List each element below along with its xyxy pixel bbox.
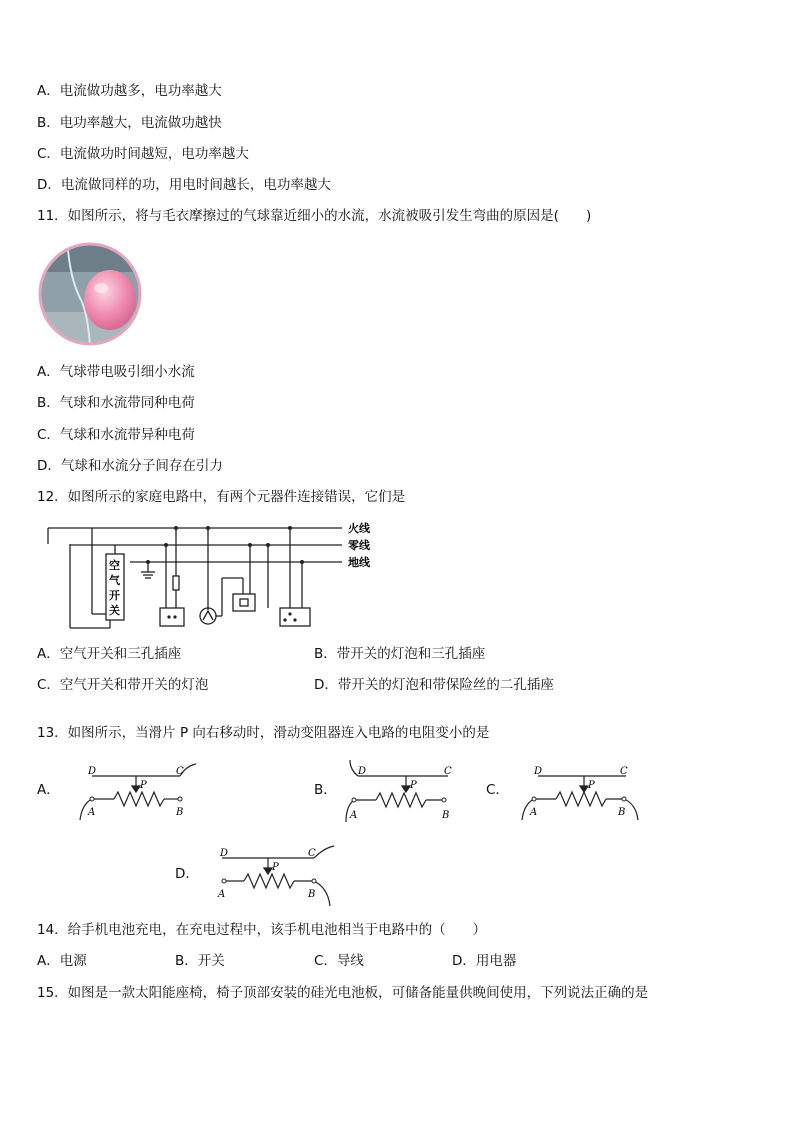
rheostat-option-d [214,844,344,908]
terminal-a-label: A [530,807,538,818]
q10-option-c: C．电流做功时间越短，电功率越大 [37,146,249,162]
terminal-b-label: B [442,810,450,821]
q14-option-a: A．电源 [37,953,87,969]
q13-option-a-label: A． [37,782,60,798]
q13-option-b-label: B． [314,782,337,798]
rheostat-option-a [74,762,214,824]
q11-option-c: C．气球和水流带异种电荷 [37,427,195,443]
q12-question: 12．如图所示的家庭电路中，有两个元器件连接错误，它们是 [37,489,406,505]
slider-p-label: P [410,780,417,791]
terminal-c-label: C [308,848,316,859]
q14-option-b: B．开关 [175,953,225,969]
slider-p-label: P [272,862,279,873]
q14-option-d: D．用电器 [452,953,517,969]
q10-option-b: B．电功率越大，电流做功越快 [37,115,222,131]
q14-question: 14．给手机电池充电，在充电过程中，该手机电池相当于电路中的（ ） [37,922,487,938]
neutral-wire-label: 零线 [348,539,370,552]
terminal-d-label: D [220,848,229,859]
terminal-d-label: D [534,766,543,777]
q10-option-d: D．电流做同样的功，用电时间越长，电功率越大 [37,177,331,193]
balloon-water-photo [38,242,142,346]
rheostat-option-c [518,762,648,824]
air-switch-char: 开 [109,589,120,602]
air-switch-char: 空 [109,559,120,572]
q14-option-c: C．导线 [314,953,364,969]
terminal-b-label: B [176,807,184,818]
q12-option-b: B．带开关的灯泡和三孔插座 [314,646,486,662]
q12-option-c: C．空气开关和带开关的灯泡 [37,677,209,693]
q12-option-a: A．空气开关和三孔插座 [37,646,182,662]
q11-option-b: B．气球和水流带同种电荷 [37,395,195,411]
q11-question: 11．如图所示，将与毛衣摩擦过的气球靠近细小的水流，水流被吸引发生弯曲的原因是( ) [37,208,592,224]
q13-option-c-label: C． [486,782,509,798]
terminal-b-label: B [308,889,316,900]
air-switch-char: 气 [109,574,120,587]
ground-wire-label: 地线 [348,556,370,569]
air-switch-char: 关 [109,604,120,617]
slider-p-label: P [140,780,147,791]
q11-option-d: D．气球和水流分子间存在引力 [37,458,223,474]
terminal-c-label: C [620,766,628,777]
q13-question: 13．如图所示，当滑片 P 向右移动时，滑动变阻器连入电路的电阻变小的是 [37,725,490,741]
terminal-a-label: A [88,807,96,818]
terminal-a-label: A [218,889,226,900]
terminal-b-label: B [618,807,626,818]
terminal-a-label: A [350,810,358,821]
q11-option-a: A．气球带电吸引细小水流 [37,364,195,380]
q12-option-d: D．带开关的灯泡和带保险丝的二孔插座 [314,677,554,693]
slider-p-label: P [588,780,595,791]
q10-option-a: A．电流做功越多，电功率越大 [37,83,222,99]
q15-question: 15．如图是一款太阳能座椅，椅子顶部安装的硅光电池板，可储备能量供晚间使用，下列说法正确的是 [37,985,649,1001]
live-wire-label: 火线 [348,522,370,535]
q13-option-d-label: D． [175,866,199,882]
rheostat-option-b [340,760,470,826]
household-circuit-diagram [40,518,390,633]
terminal-c-label: C [444,766,452,777]
terminal-d-label: D [88,766,97,777]
terminal-c-label: C [176,766,184,777]
terminal-d-label: D [358,766,367,777]
